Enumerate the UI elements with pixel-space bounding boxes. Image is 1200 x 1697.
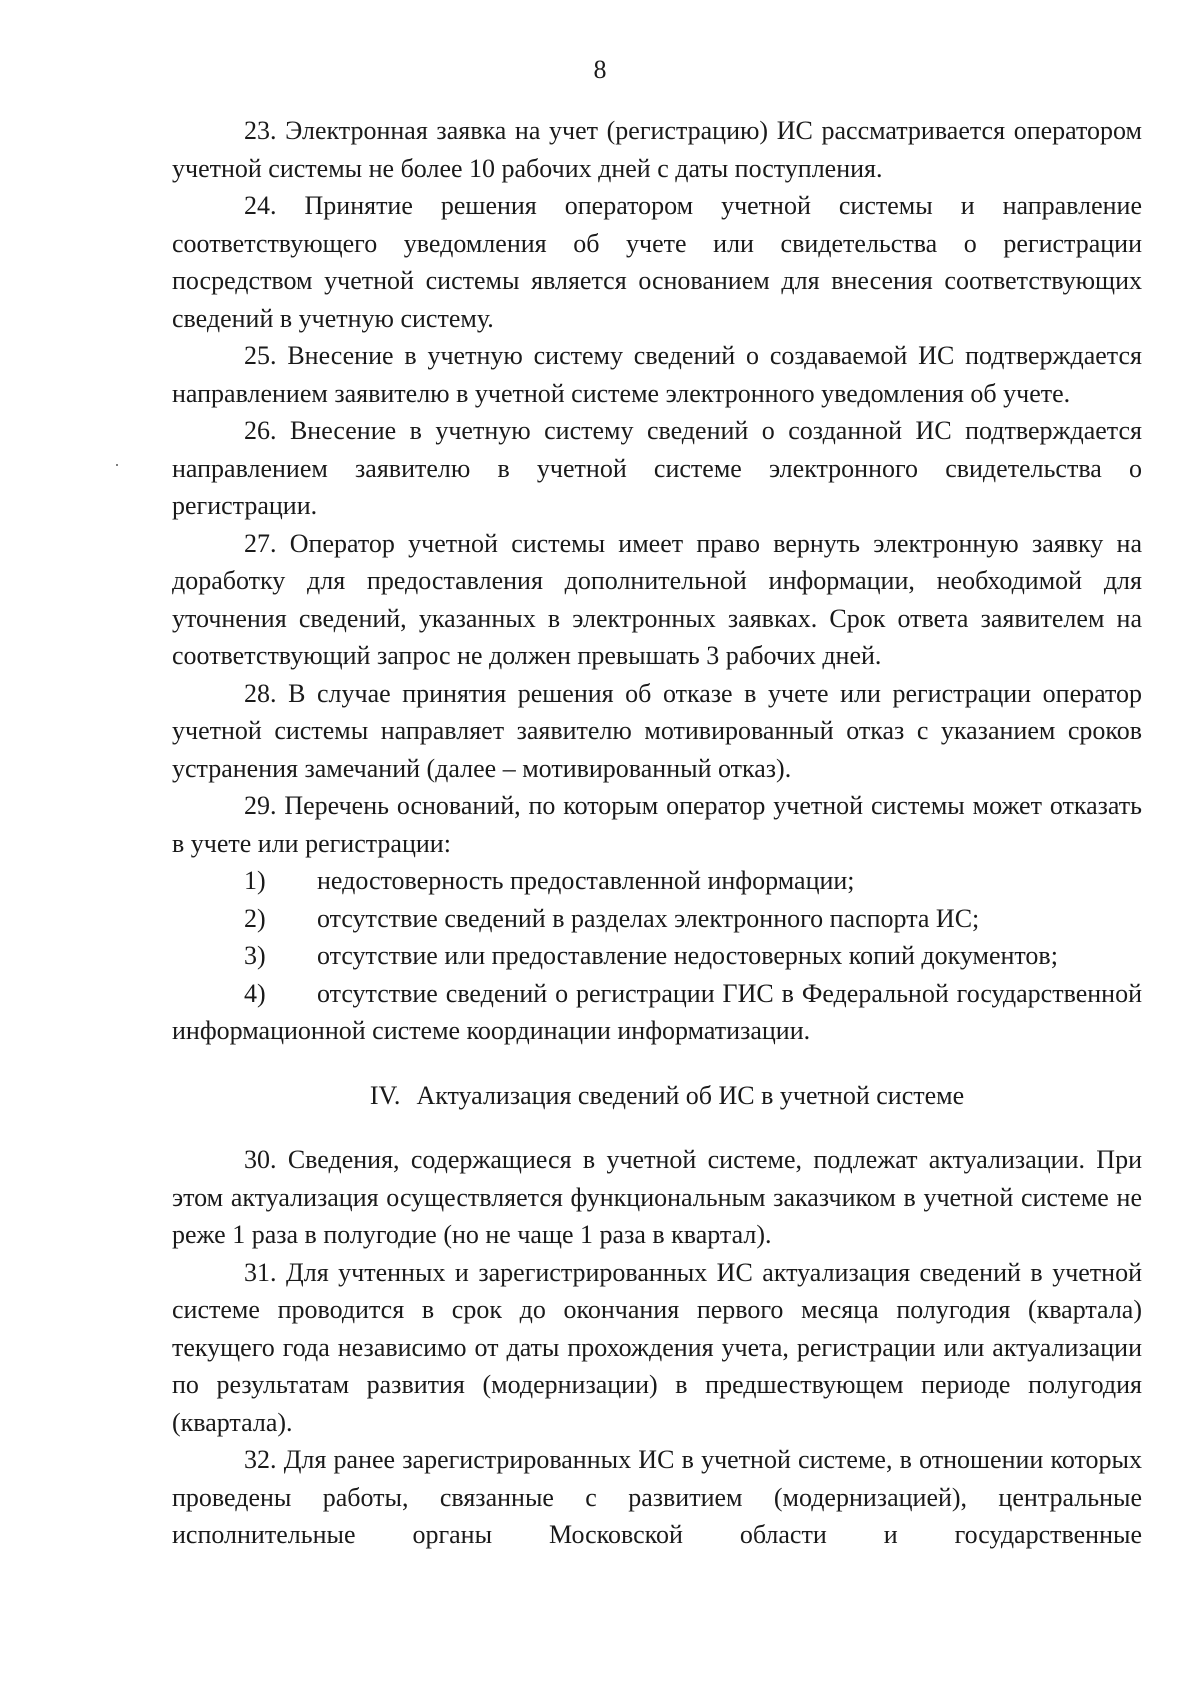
list-item-text: отсутствие или предоставление недостоверных копий документов; <box>317 941 1058 970</box>
list-item-text: недостоверность предоставленной информации; <box>317 866 855 895</box>
paragraph-32: 32. Для ранее зарегистрированных ИС в учетной системе, в отношении которых проведены работы, связанные с развитием (модернизацией), центральные исполнительные органы Московской области и государственные <box>172 1445 1142 1549</box>
scan-artifact-dot <box>116 464 118 466</box>
paragraph-30: 30. Сведения, содержащиеся в учетной системе, подлежат актуализации. При этом актуализация осуществляется функциональным заказчиком в учетной системе не реже 1 раза в полугодие (но не чаще 1 раза в квартал). <box>172 1145 1142 1249</box>
paragraph-29: 29. Перечень оснований, по которым оператор учетной системы может отказать в учете или регистрации: <box>172 791 1142 858</box>
paragraph-24: 24. Принятие решения оператором учетной системы и направление соответствующего уведомления об учете или свидетельства о регистрации посредством учетной системы является основанием для внесения соответствующих сведений в учетную систему. <box>172 191 1142 333</box>
section-heading <box>172 1077 1142 1115</box>
document-body <box>172 112 1142 1554</box>
paragraph-26: 26. Внесение в учетную систему сведений о созданной ИС подтверждается направлением заявителю в учетной системе электронного свидетельства о регистрации. <box>172 416 1142 520</box>
list-item-number: 3) <box>244 941 266 970</box>
list-item-number: 4) <box>244 978 266 1008</box>
list-item <box>172 937 1142 975</box>
paragraph-27: 27. Оператор учетной системы имеет право вернуть электронную заявку на доработку для предоставления дополнительной информации, необходимой для уточнения сведений, указанных в электронных заявках. Срок ответа заявителем на соответствующий запрос не должен превышать 3 рабочих дней. <box>172 528 1142 670</box>
list-item <box>172 900 1142 938</box>
list-item-number: 1) <box>244 866 266 895</box>
refusal-grounds-list <box>172 862 1142 1050</box>
paragraph-31: 31. Для учтенных и зарегистрированных ИС актуализация сведений в учетной системе проводится в срок до окончания первого месяца полугодия (квартала) текущего года независимо от даты прохождения учета, регистрации или актуализации по результатам развития (модернизации) в предшествующем периоде полугодия (квартала). <box>172 1257 1142 1437</box>
paragraph-25: 25. Внесение в учетную систему сведений о создаваемой ИС подтверждается направлением заявителю в учетной системе электронного уведомления об учете. <box>172 341 1142 408</box>
paragraph-28: 28. В случае принятия решения об отказе в учете или регистрации оператор учетной системы направляет заявителю мотивированный отказ с указанием сроков устранения замечаний (далее – мотивированный отказ). <box>172 678 1142 783</box>
list-item-number: 2) <box>244 903 266 933</box>
list-item <box>172 975 1142 1050</box>
list-item <box>172 862 1142 900</box>
section-title: Актуализация сведений об ИС в учетной системе <box>416 1080 965 1110</box>
list-item-text: отсутствие сведений о регистрации ГИС в Федеральной государственной информационной системе координации информатизации. <box>172 978 1142 1045</box>
list-item-text: отсутствие сведений в разделах электронного паспорта ИС; <box>317 903 980 933</box>
page-number: 8 <box>593 55 607 84</box>
paragraph-23: 23. Электронная заявка на учет (регистрацию) ИС рассматривается оператором учетной системы не более 10 рабочих дней с даты поступления. <box>172 116 1142 183</box>
section-numeral: IV. <box>369 1080 401 1110</box>
